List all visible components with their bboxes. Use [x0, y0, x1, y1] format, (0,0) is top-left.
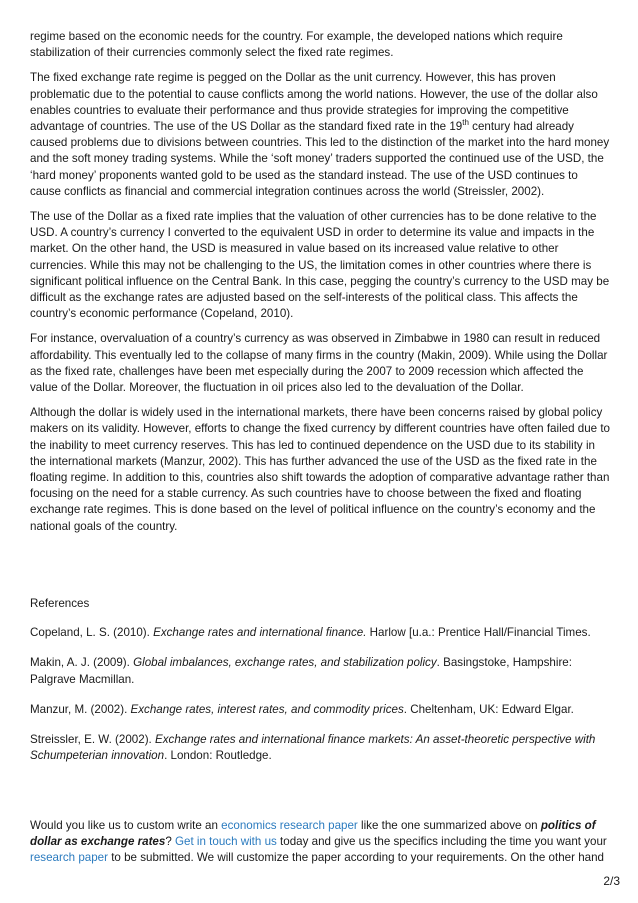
- reference-item: [30, 732, 610, 764]
- paragraph-2-part-1: The fixed exchange rate regime is pegged on the Dollar as the unit currency. However, this has proven problematic due to the potential to cause conflicts among the world nations. However, the use of the dollar also enables countries to evaluate their performance and thus provide strategies for improving the competitive advantage of countries. The use of the US Dollar as the standard fixed rate in the 19: [30, 71, 598, 134]
- paragraph-1: regime based on the economic needs for the country. For example, the developed nations which require stabilization of their currencies commonly select the fixed rate regimes.: [30, 30, 563, 60]
- paragraph-2-part-2: century had already caused problems due to divisions between countries. This led to the distinction of the market into the hard money and the soft money trading systems. While the ‘soft money’ traders supported the continued use of the USD, the ‘hard money’ proponents wanted gold to be used as the standard instead. The use of the USD continues to cause conflicts as financial and commercial integration continues across the world (Streissler, 2002).: [30, 120, 610, 198]
- reference-item: [30, 625, 610, 641]
- reference-title: Exchange rates, interest rates, and commodity prices: [130, 702, 404, 716]
- cta-text: ?: [165, 835, 175, 849]
- reference-publisher: Harlow [u.a.: Prentice Hall/Financial Times.: [366, 626, 591, 640]
- reference-authors: Manzur, M. (2002).: [30, 702, 131, 716]
- superscript-th: th: [462, 118, 469, 128]
- cta-text: today and give us the specifics including the time you want your: [276, 835, 607, 849]
- references-heading: References: [30, 596, 90, 610]
- paragraph-5: Although the dollar is widely used in the international markets, there have been concerns raised by global policy makers on its validity. However, efforts to change the fixed currency by different countries have often failed due to the inability to meet currency reserves. This has led to continued dependence on the USD due to its stability in the international markets (Manzur, 2002). This has further advanced the use of the USD as the fixed rate in the floating regime. In addition to this, countries also shift towards the adoption of comparative advantage rather than focusing on the need for a stable currency. As such countries have to choose between the fixed and floating exchange rate regimes. This is done based on the level of political influence on the country’s economy and the national goals of the country.: [30, 406, 611, 533]
- paragraph-4: For instance, overvaluation of a country’s currency as was observed in Zimbabwe in 1980 can result in reduced affordability. This eventually led to the collapse of many firms in the country (Makin, 2009). While using the Dollar as the fixed rate, challenges have been met especially during the 2007 to 2009 recession which affected the value of the Dollar. Moreover, the fluctuation in oil prices also led to the devaluation of the Dollar.: [30, 332, 608, 395]
- cta-text: Would you like us to custom write an: [30, 819, 222, 832]
- reference-authors: Streissler, E. W. (2002).: [30, 732, 155, 746]
- cta-text: like the one summarized above on: [357, 819, 541, 832]
- reference-publisher: . Cheltenham, UK: Edward Elgar.: [403, 702, 574, 716]
- reference-authors: Copeland, L. S. (2010).: [30, 626, 154, 640]
- reference-publisher: . Basingstoke, Hampshire: Palgrave Macmillan.: [30, 656, 572, 686]
- reference-authors: Makin, A. J. (2009).: [30, 656, 134, 670]
- reference-item: [30, 655, 610, 687]
- page-number: 2/3: [603, 874, 620, 888]
- cta-topic: politics of dollar as exchange rates: [30, 819, 596, 849]
- cta-text: to be submitted. We will customize the paper according to your requirements. On the other hand: [107, 851, 604, 865]
- get-in-touch-link[interactable]: Get in touch with us: [175, 835, 277, 849]
- research-paper-link[interactable]: research paper: [30, 851, 108, 865]
- reference-item: [30, 702, 610, 718]
- document-body: [30, 29, 610, 778]
- paragraph-3: The use of the Dollar as a fixed rate implies that the valuation of other currencies has to be done relative to the USD. A country’s currency I converted to the equivalent USD in order to determine its value and impacts in the market. On the other hand, the USD is measured in value based on its increased value relative to other currencies. While this may not be challenging to the US, the limitation comes in other countries where there is significant political influence on the Central Bank. In this case, pegging the country’s currency to the USD may be difficult as the exchange rates are adjusted based on the self-interests of the political class. This affects the country’s economic performance (Copeland, 2010).: [30, 210, 610, 321]
- paragraph-2: [30, 70, 610, 200]
- reference-title: Exchange rates and international finance markets: An asset-theoretic perspective with Schumpeterian innovation: [30, 732, 596, 763]
- reference-title: Exchange rates and international finance.: [153, 626, 367, 640]
- economics-research-paper-link[interactable]: economics research paper: [221, 819, 358, 832]
- call-to-action: [30, 818, 610, 867]
- reference-publisher: . London: Routledge.: [164, 749, 272, 763]
- reference-title: Global imbalances, exchange rates, and stabilization policy: [133, 656, 437, 670]
